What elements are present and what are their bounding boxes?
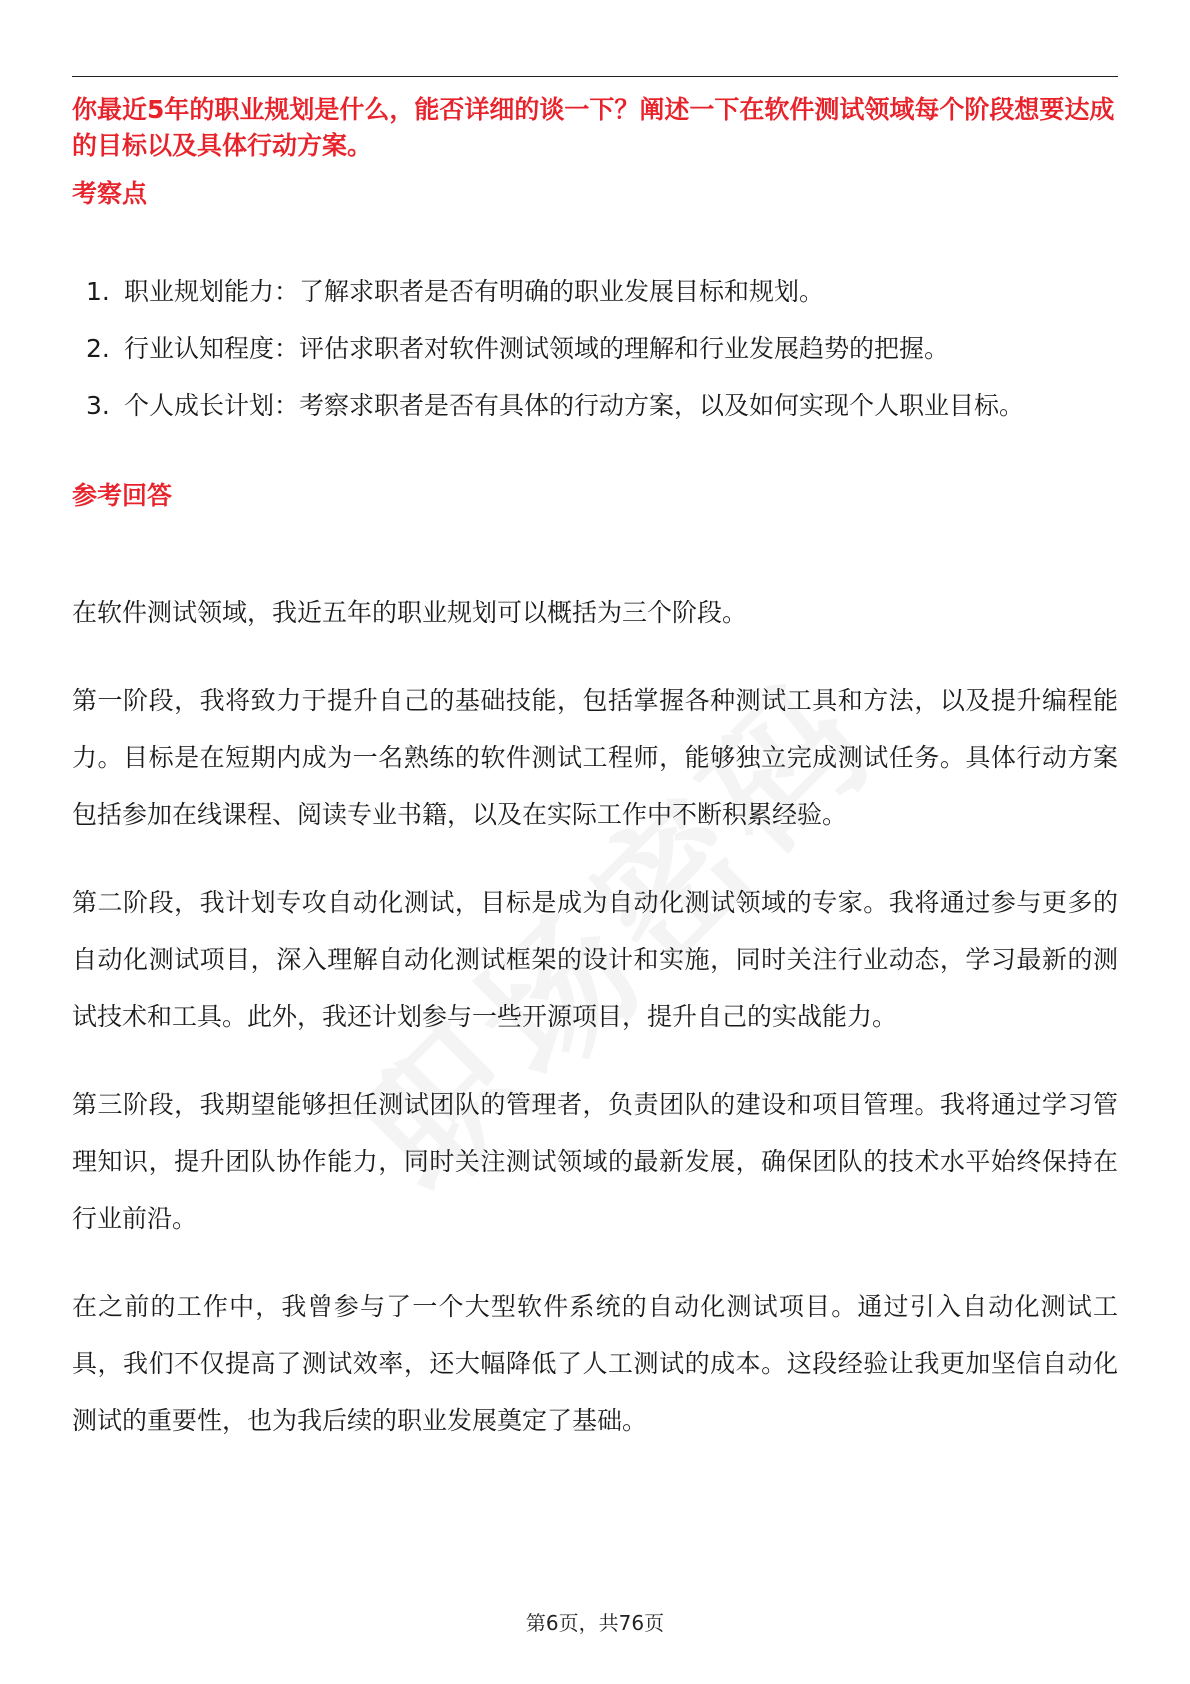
list-item-text: 行业认知程度：评估求职者对软件测试领域的理解和行业发展趋势的把握。 bbox=[124, 334, 950, 363]
answer-paragraph: 在软件测试领域，我近五年的职业规划可以概括为三个阶段。 bbox=[72, 598, 748, 627]
answer-body bbox=[72, 584, 1118, 1480]
points-heading: 考察点 bbox=[72, 179, 148, 208]
answer-paragraph: 第一阶段，我将致力于提升自己的基础技能，包括掌握各种测试工具和方法，以及提升编程能力。目标是在短期内成为一名熟练的软件测试工程师，能够独立完成测试任务。具体行动方案包括参加在线课程、阅读专业书籍，以及在实际工作中不断积累经验。 bbox=[72, 686, 1118, 829]
list-item-number: 1. bbox=[86, 277, 110, 306]
list-item bbox=[72, 320, 1118, 377]
answer-heading: 参考回答 bbox=[72, 481, 173, 510]
list-item-text: 个人成长计划：考察求职者是否有具体的行动方案，以及如何实现个人职业目标。 bbox=[124, 391, 1025, 420]
points-list bbox=[72, 263, 1118, 434]
list-item-text: 职业规划能力：了解求职者是否有明确的职业发展目标和规划。 bbox=[124, 277, 825, 306]
answer-paragraph: 在之前的工作中，我曾参与了一个大型软件系统的自动化测试项目。通过引入自动化测试工具，我们不仅提高了测试效率，还大幅降低了人工测试的成本。这段经验让我更加坚信自动化测试的重要性，也为我后续的职业发展奠定了基础。 bbox=[72, 1292, 1118, 1435]
answer-paragraph: 第三阶段，我期望能够担任测试团队的管理者，负责团队的建设和项目管理。我将通过学习管理知识，提升团队协作能力，同时关注测试领域的最新发展，确保团队的技术水平始终保持在行业前沿。 bbox=[72, 1090, 1118, 1233]
answer-paragraph: 第二阶段，我计划专攻自动化测试，目标是成为自动化测试领域的专家。我将通过参与更多的自动化测试项目，深入理解自动化测试框架的设计和实施，同时关注行业动态，学习最新的测试技术和工具。此外，我还计划参与一些开源项目，提升自己的实战能力。 bbox=[72, 888, 1118, 1031]
list-item-number: 2. bbox=[86, 334, 110, 363]
top-divider bbox=[72, 76, 1118, 77]
document-page bbox=[72, 0, 1118, 1684]
question-title: 你最近5年的职业规划是什么，能否详细的谈一下？阐述一下在软件测试领域每个阶段想要达成的目标以及具体行动方案。 bbox=[72, 95, 1115, 160]
page-number-footer: 第6页，共76页 bbox=[525, 1611, 665, 1635]
list-item bbox=[72, 377, 1118, 434]
list-item bbox=[72, 263, 1118, 320]
list-item-number: 3. bbox=[86, 391, 110, 420]
